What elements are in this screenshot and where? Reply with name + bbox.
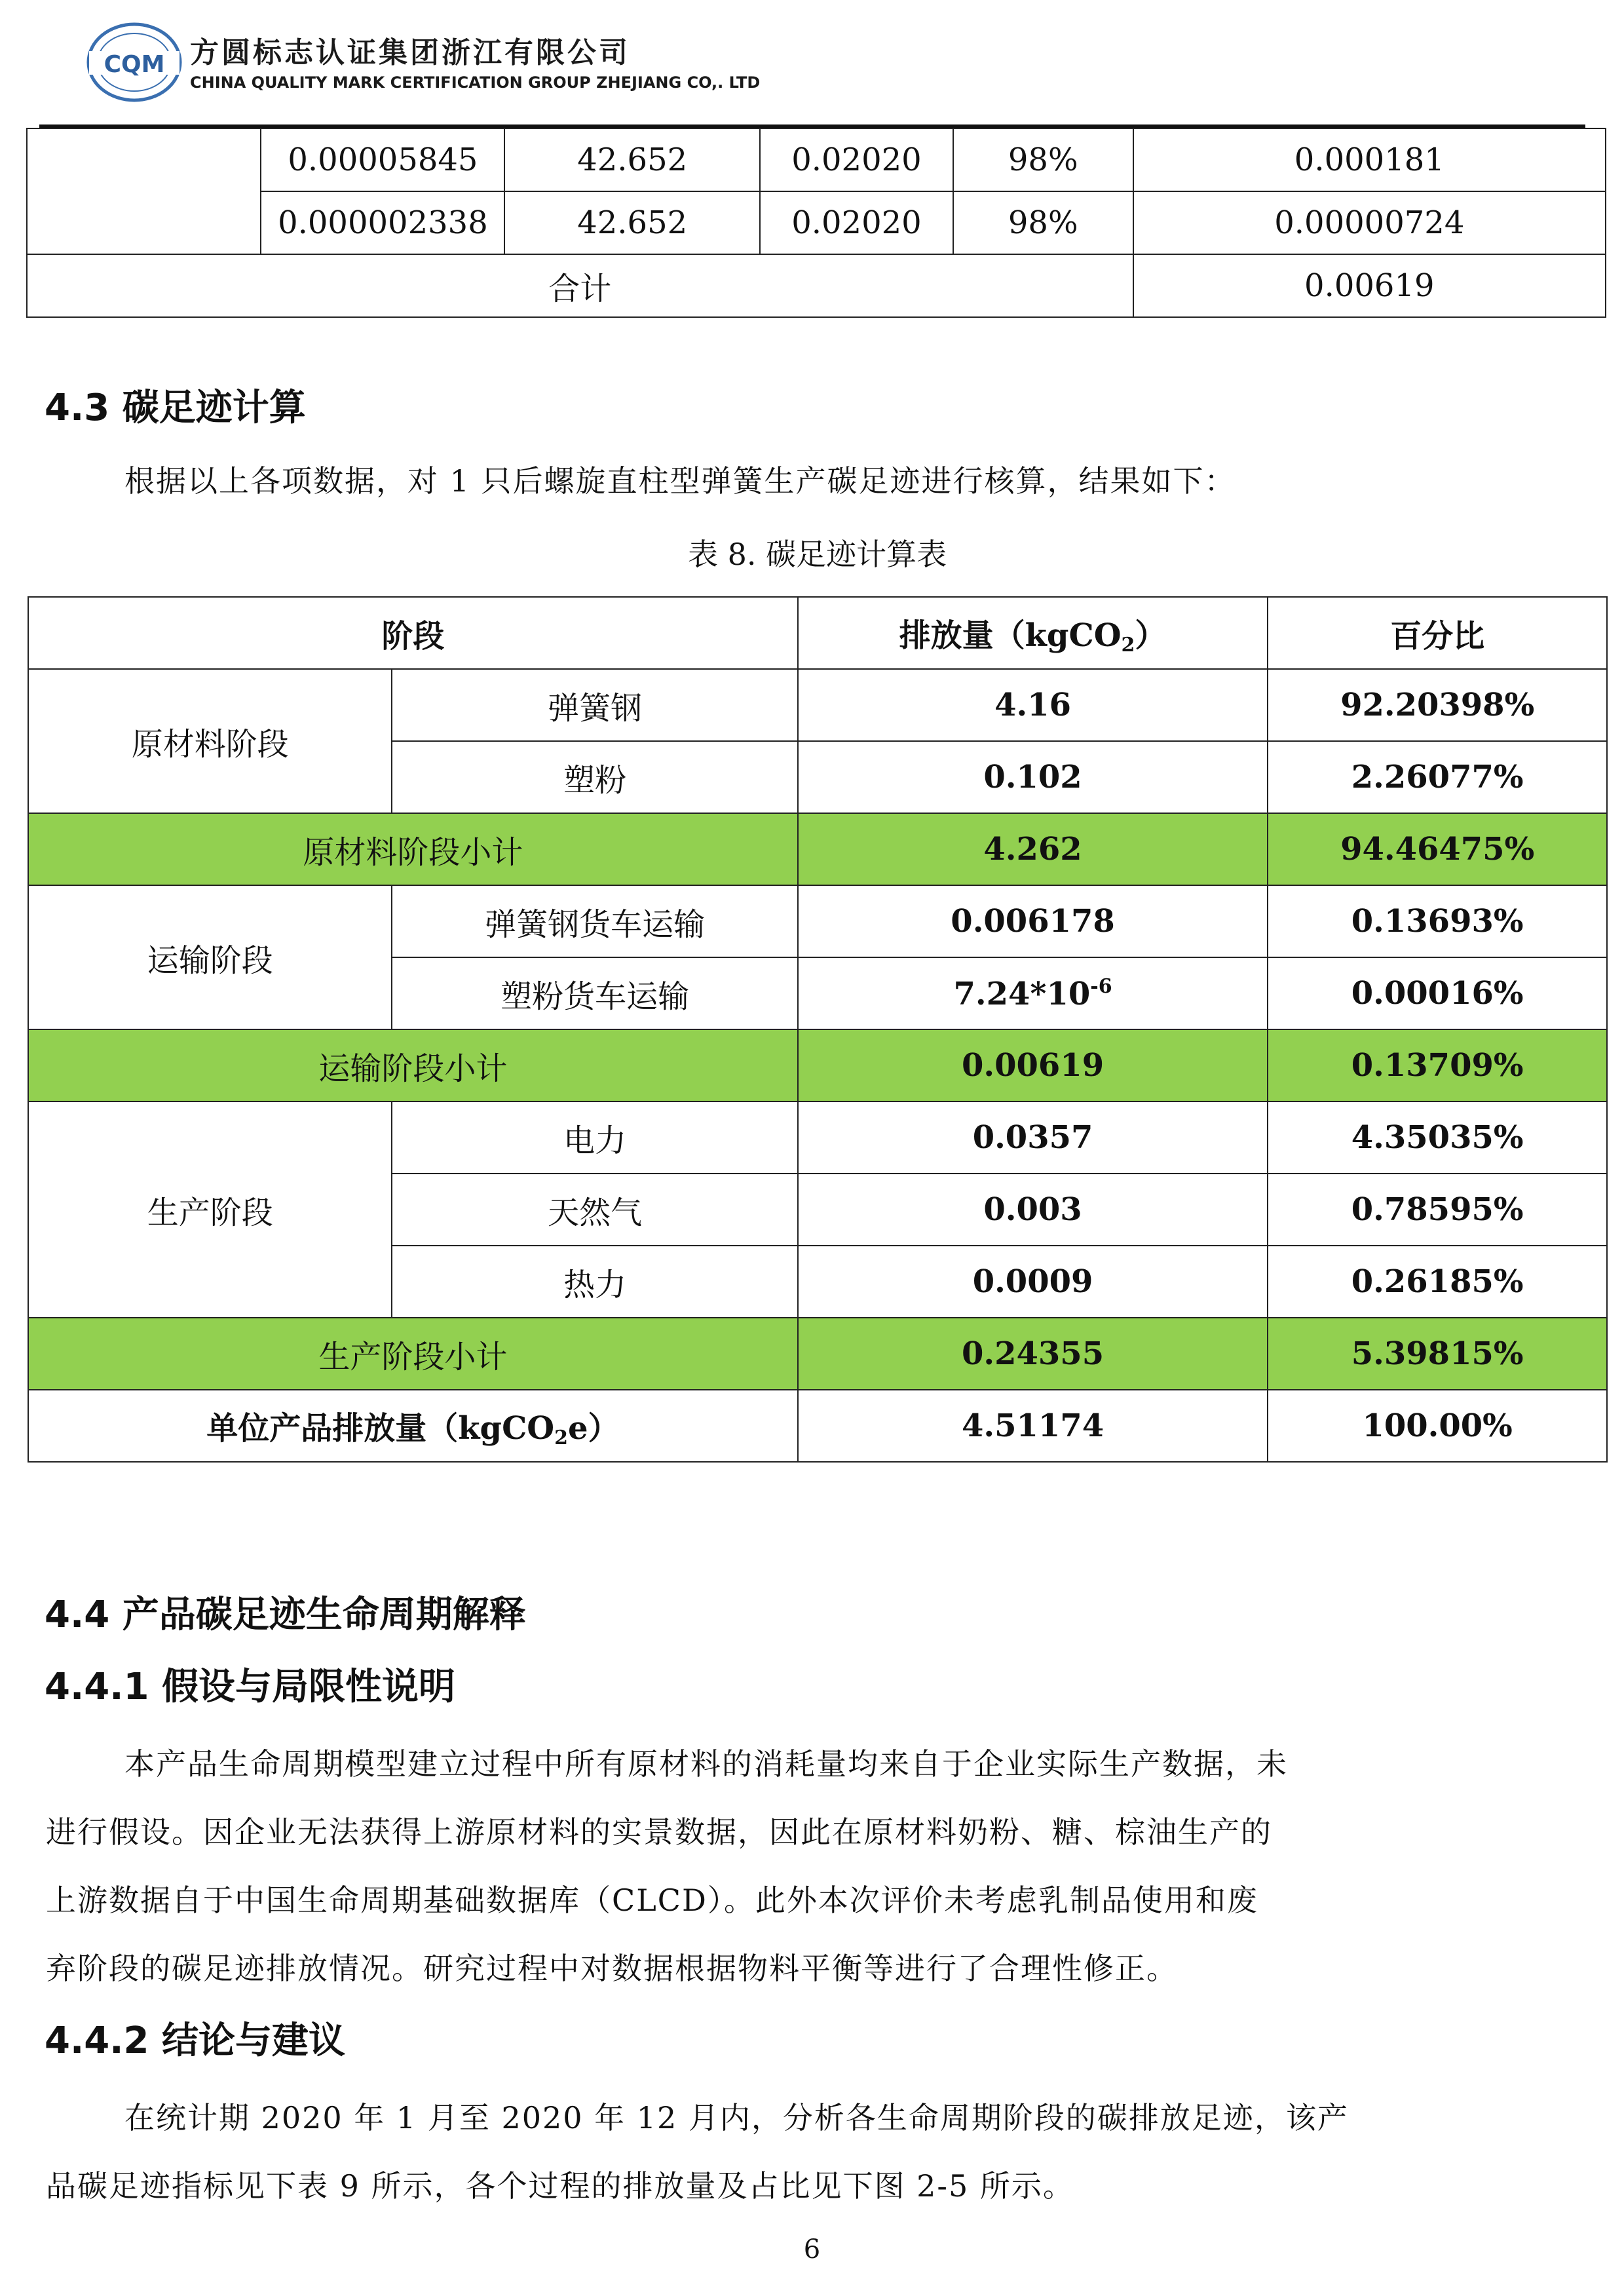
subtotal-label: 原材料阶段小计	[28, 813, 798, 885]
transport-continued-table	[26, 128, 1606, 318]
table-header-row	[28, 597, 1607, 669]
company-name-cn: 方圆标志认证集团浙江有限公司	[190, 36, 630, 69]
item-name: 弹簧钢	[392, 669, 797, 741]
cqm-logo-icon	[85, 20, 183, 105]
table-cell: 0.000181	[1133, 128, 1606, 191]
subtotal-percent: 5.39815%	[1268, 1318, 1607, 1390]
page-header	[85, 20, 1592, 124]
paragraph-line: 弃阶段的碳足迹排放情况。研究过程中对数据根据物料平衡等进行了合理性修正。	[46, 1951, 1178, 1986]
subtotal-value: 0.00619	[798, 1029, 1268, 1101]
table-8-caption: 表 8. 碳足迹计算表	[688, 537, 947, 572]
stage-label: 运输阶段	[28, 885, 392, 1029]
item-value: 0.0009	[798, 1246, 1268, 1318]
table-cell: 0.02020	[760, 128, 953, 191]
total-label: 合计	[27, 254, 1133, 317]
paragraph-line: 在统计期 2020 年 1 月至 2020 年 12 月内，分析各生命周期阶段的碳排放足迹，该产	[124, 2100, 1349, 2135]
total-percent: 100.00%	[1268, 1390, 1607, 1462]
table-cell: 98%	[953, 191, 1133, 254]
item-name: 热力	[392, 1246, 797, 1318]
table-row	[28, 669, 1607, 741]
section-4-3-title: 4.3 碳足迹计算	[45, 387, 306, 429]
total-value: 4.51174	[798, 1390, 1268, 1462]
table-cell: 42.652	[504, 191, 760, 254]
item-name: 塑粉	[392, 741, 797, 813]
paragraph-line: 上游数据自于中国生命周期基础数据库（CLCD）。此外本次评价未考虑乳制品使用和废	[46, 1883, 1258, 1918]
table-cell: 42.652	[504, 128, 760, 191]
section-4-4-2-title: 4.4.2 结论与建议	[45, 2019, 345, 2062]
item-value: 0.003	[798, 1174, 1268, 1246]
item-percent: 92.20398%	[1268, 669, 1607, 741]
table-row	[28, 885, 1607, 957]
carbon-footprint-table	[28, 596, 1608, 1463]
stage-label: 生产阶段	[28, 1101, 392, 1318]
header-emission: 排放量（kgCO$_2$）	[798, 597, 1268, 669]
stage-label: 原材料阶段	[28, 669, 392, 813]
logo-text: CQM	[104, 51, 165, 78]
subtotal-value: 4.262	[798, 813, 1268, 885]
header-percent: 百分比	[1268, 597, 1607, 669]
table-cell: 0.00000724	[1133, 191, 1606, 254]
section-4-4-1-title: 4.4.1 假设与局限性说明	[45, 1666, 455, 1708]
total-row	[28, 1390, 1607, 1462]
header-stage: 阶段	[28, 597, 798, 669]
item-name: 弹簧钢货车运输	[392, 885, 797, 957]
subtotal-percent: 0.13709%	[1268, 1029, 1607, 1101]
item-percent: 0.78595%	[1268, 1174, 1607, 1246]
subtotal-row	[28, 813, 1607, 885]
item-value: 0.006178	[798, 885, 1268, 957]
section-4-3-intro: 根据以上各项数据，对 1 只后螺旋直柱型弹簧生产碳足迹进行核算，结果如下：	[124, 463, 1236, 499]
item-value: $7.24*10^{-6}$	[798, 957, 1268, 1029]
section-4-4-title: 4.4 产品碳足迹生命周期解释	[45, 1594, 526, 1636]
subtotal-label: 运输阶段小计	[28, 1029, 798, 1101]
item-value: 0.102	[798, 741, 1268, 813]
item-name: 电力	[392, 1101, 797, 1174]
subtotal-label: 生产阶段小计	[28, 1318, 798, 1390]
table-cell: 0.000002338	[261, 191, 504, 254]
table-row	[27, 128, 1606, 191]
item-percent: 0.13693%	[1268, 885, 1607, 957]
page-number: 6	[803, 2234, 821, 2265]
paragraph-line: 本产品生命周期模型建立过程中所有原材料的消耗量均来自于企业实际生产数据，未	[124, 1746, 1288, 1782]
total-value: 0.00619	[1133, 254, 1606, 317]
company-name-en: CHINA QUALITY MARK CERTIFICATION GROUP ZHEJIANG CO,. LTD	[190, 73, 761, 92]
paragraph-line: 品碳足迹指标见下表 9 所示，各个过程的排放量及占比见下图 2-5 所示。	[46, 2168, 1074, 2204]
table-cell: 98%	[953, 128, 1133, 191]
item-percent: 0.00016%	[1268, 957, 1607, 1029]
subtotal-value: 0.24355	[798, 1318, 1268, 1390]
item-name: 塑粉货车运输	[392, 957, 797, 1029]
item-percent: 0.26185%	[1268, 1246, 1607, 1318]
subtotal-row	[28, 1318, 1607, 1390]
item-percent: 4.35035%	[1268, 1101, 1607, 1174]
table-cell: 0.02020	[760, 191, 953, 254]
item-percent: 2.26077%	[1268, 741, 1607, 813]
item-value: 0.0357	[798, 1101, 1268, 1174]
table-cell: 0.00005845	[261, 128, 504, 191]
table-row-total	[27, 254, 1606, 317]
table-cell	[27, 128, 261, 254]
paragraph-line: 进行假设。因企业无法获得上游原材料的实景数据，因此在原材料奶粉、糖、棕油生产的	[46, 1814, 1272, 1850]
table-row	[28, 1101, 1607, 1174]
item-value: 4.16	[798, 669, 1268, 741]
table-row	[27, 191, 1606, 254]
subtotal-row	[28, 1029, 1607, 1101]
total-label: 单位产品排放量（kgCO$_2$e）	[28, 1390, 798, 1462]
subtotal-percent: 94.46475%	[1268, 813, 1607, 885]
item-name: 天然气	[392, 1174, 797, 1246]
